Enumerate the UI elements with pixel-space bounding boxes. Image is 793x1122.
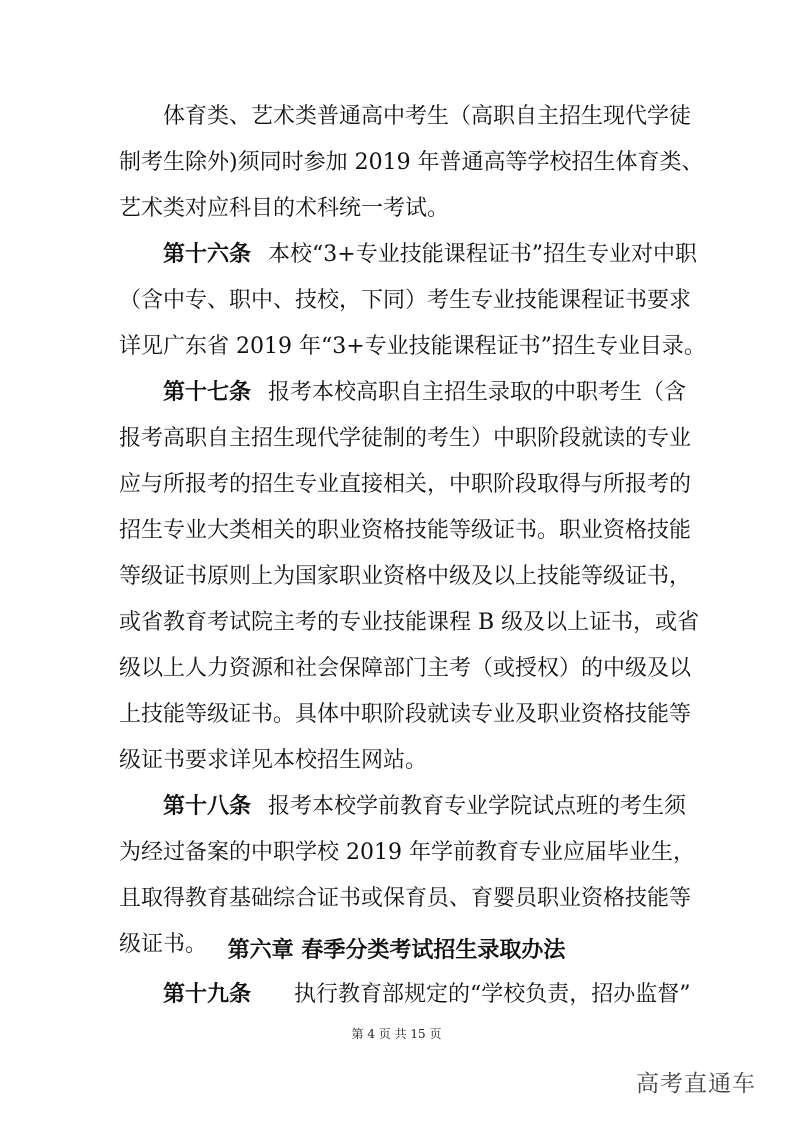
article-16-title: 第十六条 — [163, 242, 252, 267]
article-16-line-3: 详见广东省 2019 年“3+专业技能课程证书”招生专业目录。 — [119, 334, 706, 359]
watermark-text: 高考直通车 — [636, 1071, 756, 1097]
article-17-line-6: 或省教育考试院主考的专业技能课程 B 级及以上证书，或省 — [119, 610, 700, 635]
article-18-title: 第十八条 — [163, 794, 252, 819]
article-19-title: 第十九条 — [163, 982, 252, 1007]
article-17-line-1: 报考本校高职自主招生录取的中职考生（含 — [268, 380, 687, 405]
article-16-first-line — [163, 237, 697, 273]
page-number-footer: 第 4 页 共 15 页 — [351, 1027, 442, 1041]
article-17-line-4: 招生专业大类相关的职业资格技能等级证书。职业资格技能 — [119, 518, 692, 543]
article-17-line-8: 上技能等级证书。具体中职阶段就读专业及职业资格技能等 — [119, 702, 692, 727]
article-17-title: 第十七条 — [163, 380, 252, 405]
article-19-line-1: 执行教育部规定的“学校负责，招办监督” — [294, 982, 691, 1007]
intro-line-2: 制考生除外)须同时参加 2019 年普通高等学校招生体育类、 — [119, 150, 704, 175]
article-16-line-2: （含中专、职中、技校，下同）考生专业技能课程证书要求 — [119, 288, 692, 313]
article-18-first-line — [163, 789, 686, 825]
article-17-line-3: 应与所报考的招生专业直接相关，中职阶段取得与所报考的 — [119, 472, 692, 497]
article-18-line-3: 且取得教育基础综合证书或保育员、育婴员职业资格技能等 — [119, 886, 692, 911]
article-17-line-7: 级以上人力资源和社会保障部门主考（或授权）的中级及以 — [119, 656, 692, 681]
article-18-line-2: 为经过备案的中职学校 2019 年学前教育专业应届毕业生， — [119, 840, 695, 865]
article-18-line-1: 报考本校学前教育专业学院试点班的考生须 — [268, 794, 687, 819]
intro-line-3: 艺术类对应科目的术科统一考试。 — [119, 196, 450, 221]
article-17-line-9: 级证书要求详见本校招生网站。 — [119, 748, 428, 773]
article-17-line-2: 报考高职自主招生现代学徒制的考生）中职阶段就读的专业 — [119, 426, 692, 451]
article-19-first-line — [163, 977, 691, 1013]
chapter-heading: 第六章 春季分类考试招生录取办法 — [227, 938, 566, 963]
article-18-line-4: 级证书。 — [119, 932, 208, 957]
article-17-line-5: 等级证书原则上为国家职业资格中级及以上技能等级证书， — [119, 564, 692, 589]
article-17-first-line — [163, 375, 686, 411]
intro-line-1: 体育类、艺术类普通高中考生（高职自主招生现代学徒 — [163, 104, 692, 129]
article-16-line-1: 本校“3+专业技能课程证书”招生专业对中职 — [268, 242, 697, 267]
